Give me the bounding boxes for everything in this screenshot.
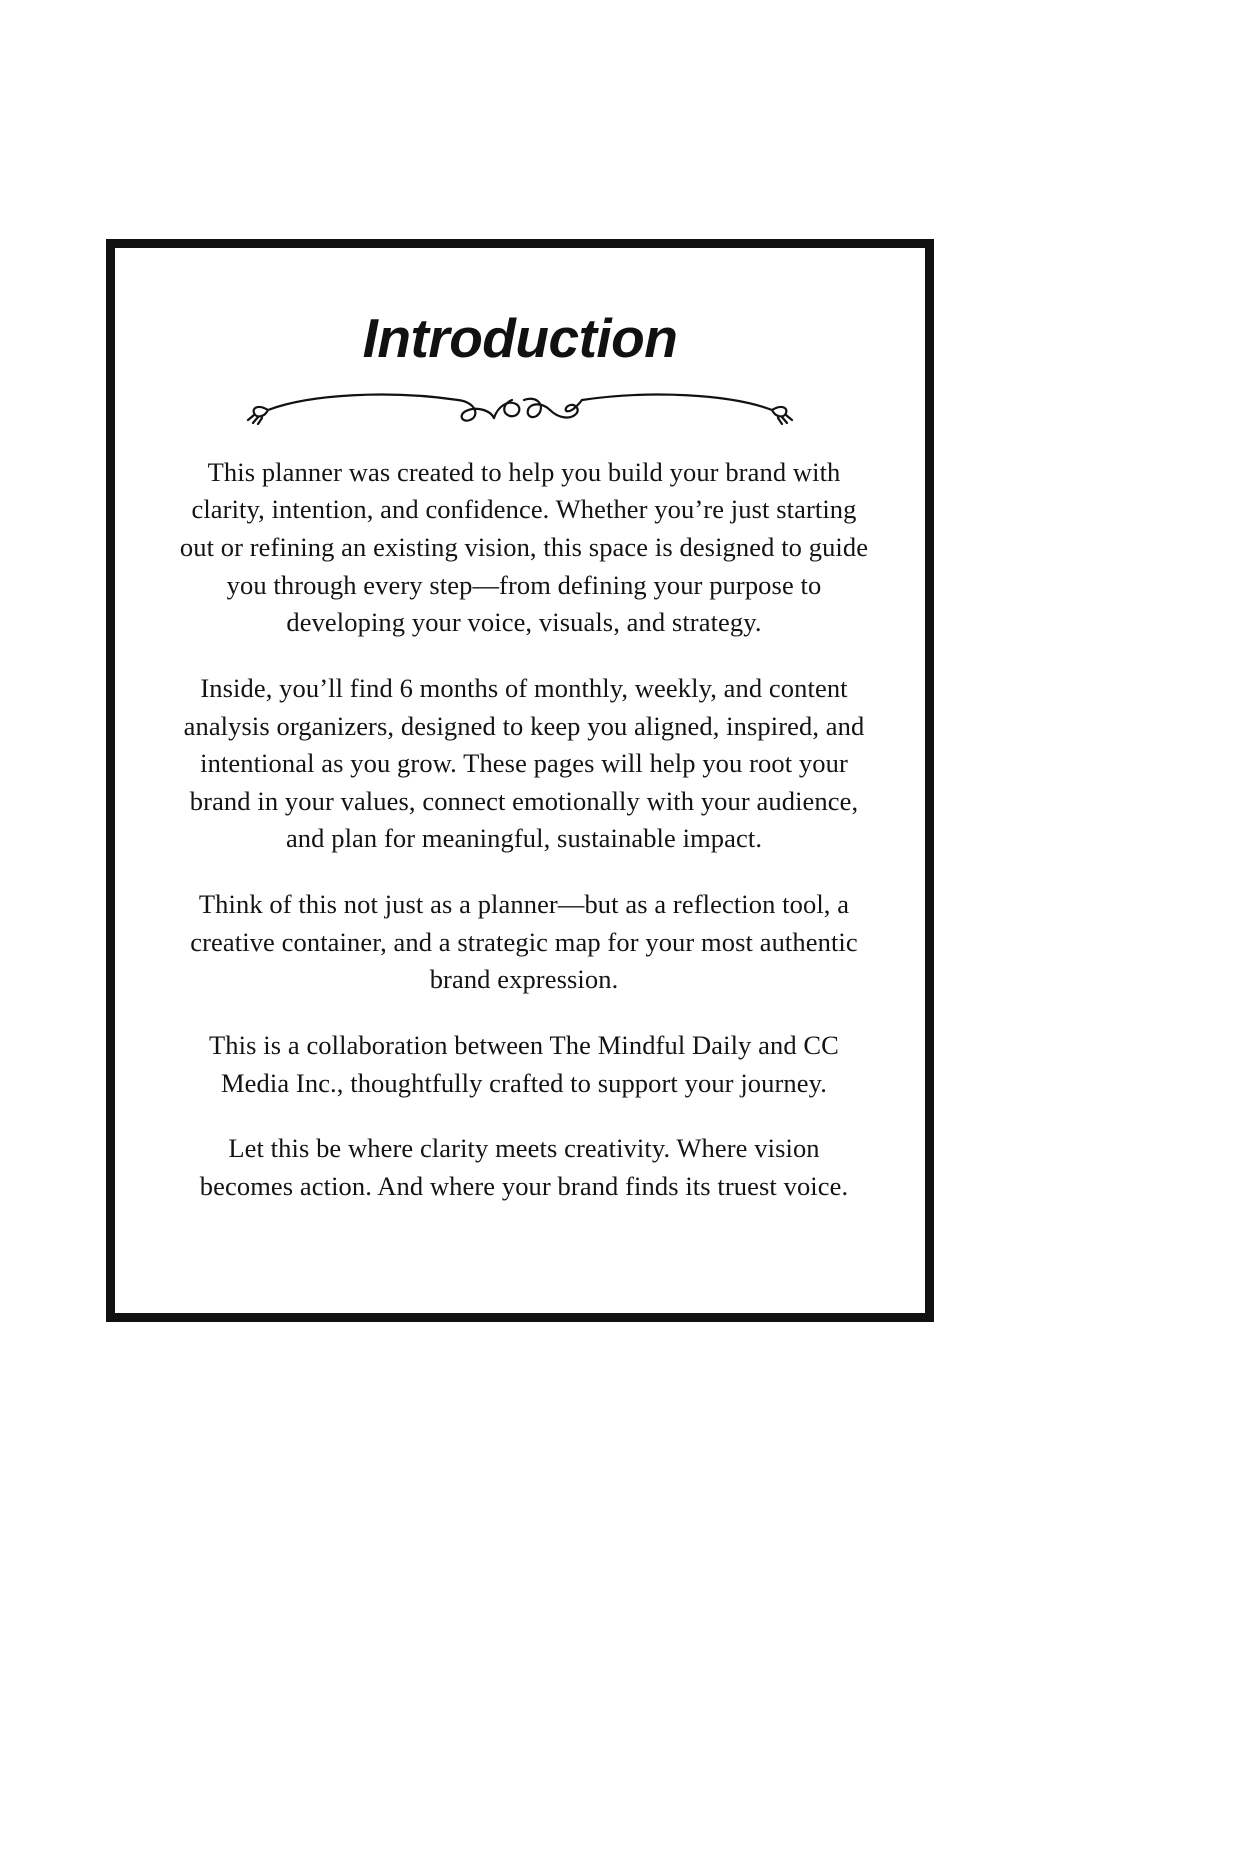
paragraph: This is a collaboration between The Mindful Daily and CC Media Inc., thoughtfully crafted to support your journey.	[209, 1029, 839, 1098]
page-title: Introduction	[362, 307, 678, 369]
ornamental-flourish-divider-icon	[240, 382, 800, 436]
paragraph: Think of this not just as a planner—but as a reflection tool, a creative container, and a strategic map for your most authentic brand expression.	[190, 889, 858, 995]
page-border-frame	[106, 239, 934, 1322]
page-content-area	[115, 248, 925, 1313]
paragraph: Let this be where clarity meets creativity. Where vision becomes action. And where your brand finds its truest voice.	[199, 1133, 849, 1201]
paragraph: This planner was created to help you build your brand with clarity, intention, and confidence. Whether you’re just starting out or refining an existing vision, this space is designed to guide you through every step—from defining your purpose to developing your voice, visuals, and strategy.	[179, 456, 869, 638]
introduction-body	[179, 454, 869, 1206]
paragraph: Inside, you’ll find 6 months of monthly, weekly, and content analysis organizers, designed to keep you aligned, inspired, and intentional as you grow. These pages will help you root your brand in your values, connect emotionally with your audience, and plan for meaningful, sustainable impact.	[183, 672, 865, 854]
